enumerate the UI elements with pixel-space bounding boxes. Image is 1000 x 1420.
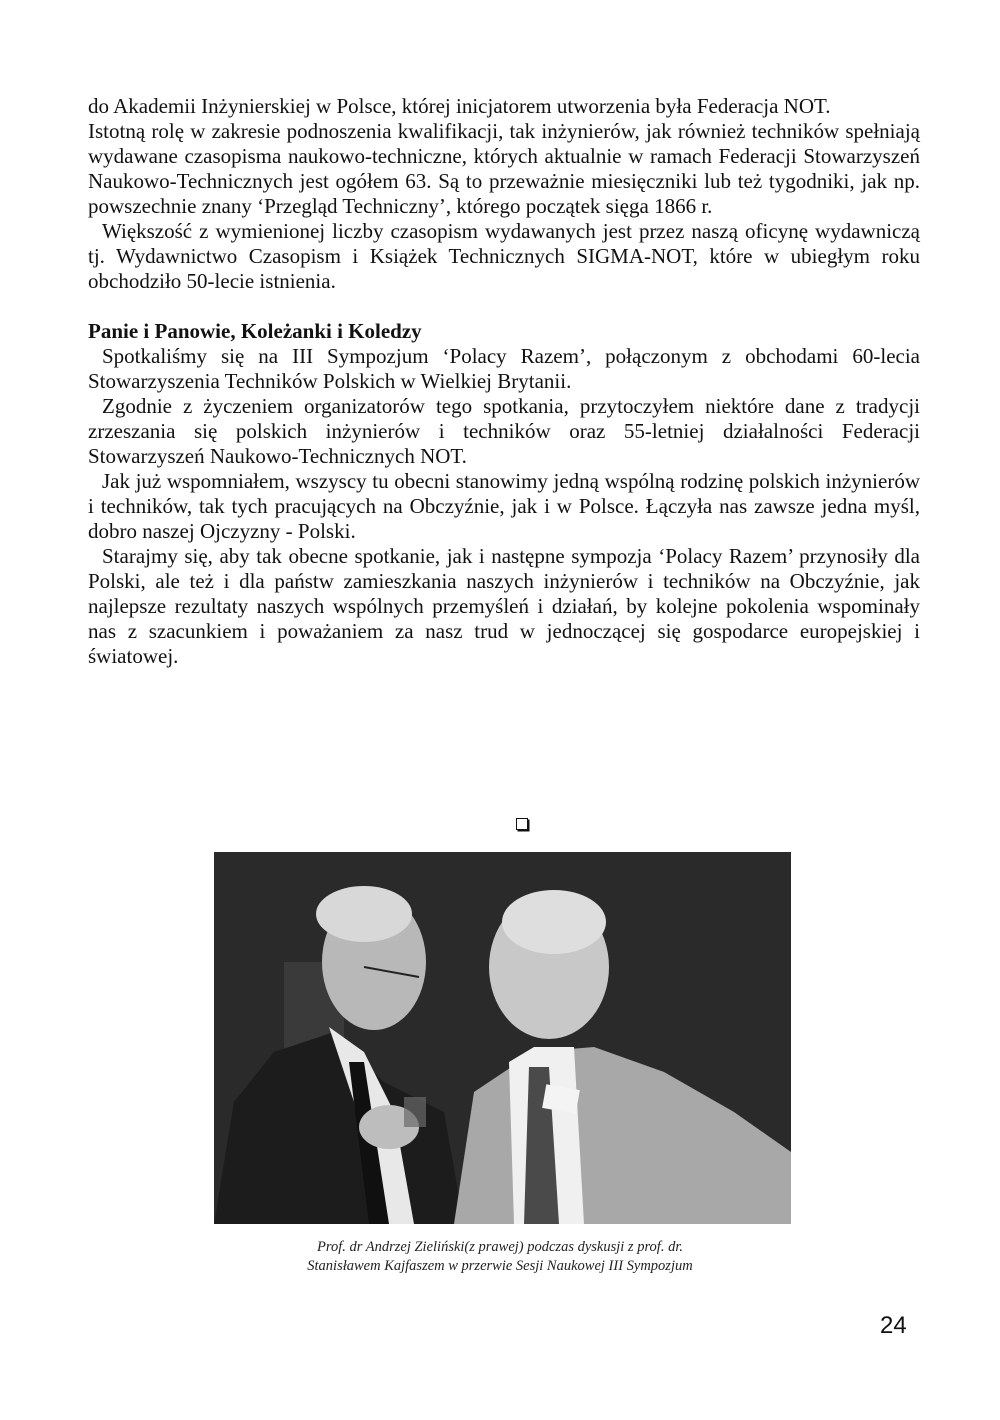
paragraph: Zgodnie z życzeniem organizatorów tego spotkania, przytoczyłem niektóre dane z tradycji zrzeszania się polskich inżynierów i techników oraz 55-letniej działalności Federacji Stowarzyszeń Naukowo-Technicznych NOT. [88,394,920,468]
hollow-square-icon [516,818,528,830]
paragraph: do Akademii Inżynierskiej w Polsce, której inicjatorem utworzenia była Federacja NOT. [88,94,831,118]
caption-line: Prof. dr Andrzej Zieliński(z prawej) podczas dyskusji z prof. dr. [317,1239,683,1255]
paragraph: Spotkaliśmy się na III Sympozjum ‘Polacy Razem’, połączonym z obchodami 60-lecia Stowarzyszenia Techników Polskich w Wielkiej Brytanii. [88,344,920,393]
caption-line: Stanisławem Kajfaszem w przerwie Sesji Naukowej III Sympozjum [307,1258,693,1274]
paragraph: Starajmy się, aby tak obecne spotkanie, jak i następne sympozja ‘Polacy Razem’ przynosiły dla Polski, ale też i dla państw zamieszkania naszych inżynierów i techników na Obczyźnie, jak najlepsze rezultaty naszych wspólnych przemyśleń i działań, by kolejne pokolenia wspominały nas z szacunkiem i poważaniem za nasz trud w jednoczącej się gospodarce europejskiej i światowej. [88,544,920,668]
document-body [88,94,920,669]
photo-illustration [214,852,791,1224]
paragraph: Istotną rolę w zakresie podnoszenia kwalifikacji, tak inżynierów, jak również techników spełniają wydawane czasopisma naukowo-techniczne, których aktualnie w ramach Federacji Stowarzyszeń Naukowo-Technicznych jest ogółem 63. Są to przeważnie miesięczniki lub też tygodniki, jak np. powszechnie znany ‘Przegląd Techniczny’, którego początek sięga 1866 r. [88,119,920,218]
page-number: 24 [880,1312,907,1339]
section-heading: Panie i Panowie, Koleżanki i Koledzy [88,319,422,343]
paragraph: Jak już wspomniałem, wszyscy tu obecni stanowimy jedną wspólną rodzinę polskich inżynierów i techników, tak tych pracujących na Obczyźnie, jak i w Polsce. Łączyła nas zawsze jedna myśl, dobro naszej Ojczyzny - Polski. [88,469,920,543]
photo [214,852,791,1224]
photo-caption [150,1238,850,1276]
paragraph: Większość z wymienionej liczby czasopism wydawanych jest przez naszą oficynę wydawniczą tj. Wydawnictwo Czasopism i Książek Technicznych SIGMA-NOT, które w ubiegłym roku obchodziło 50-lecie istnienia. [88,219,920,293]
